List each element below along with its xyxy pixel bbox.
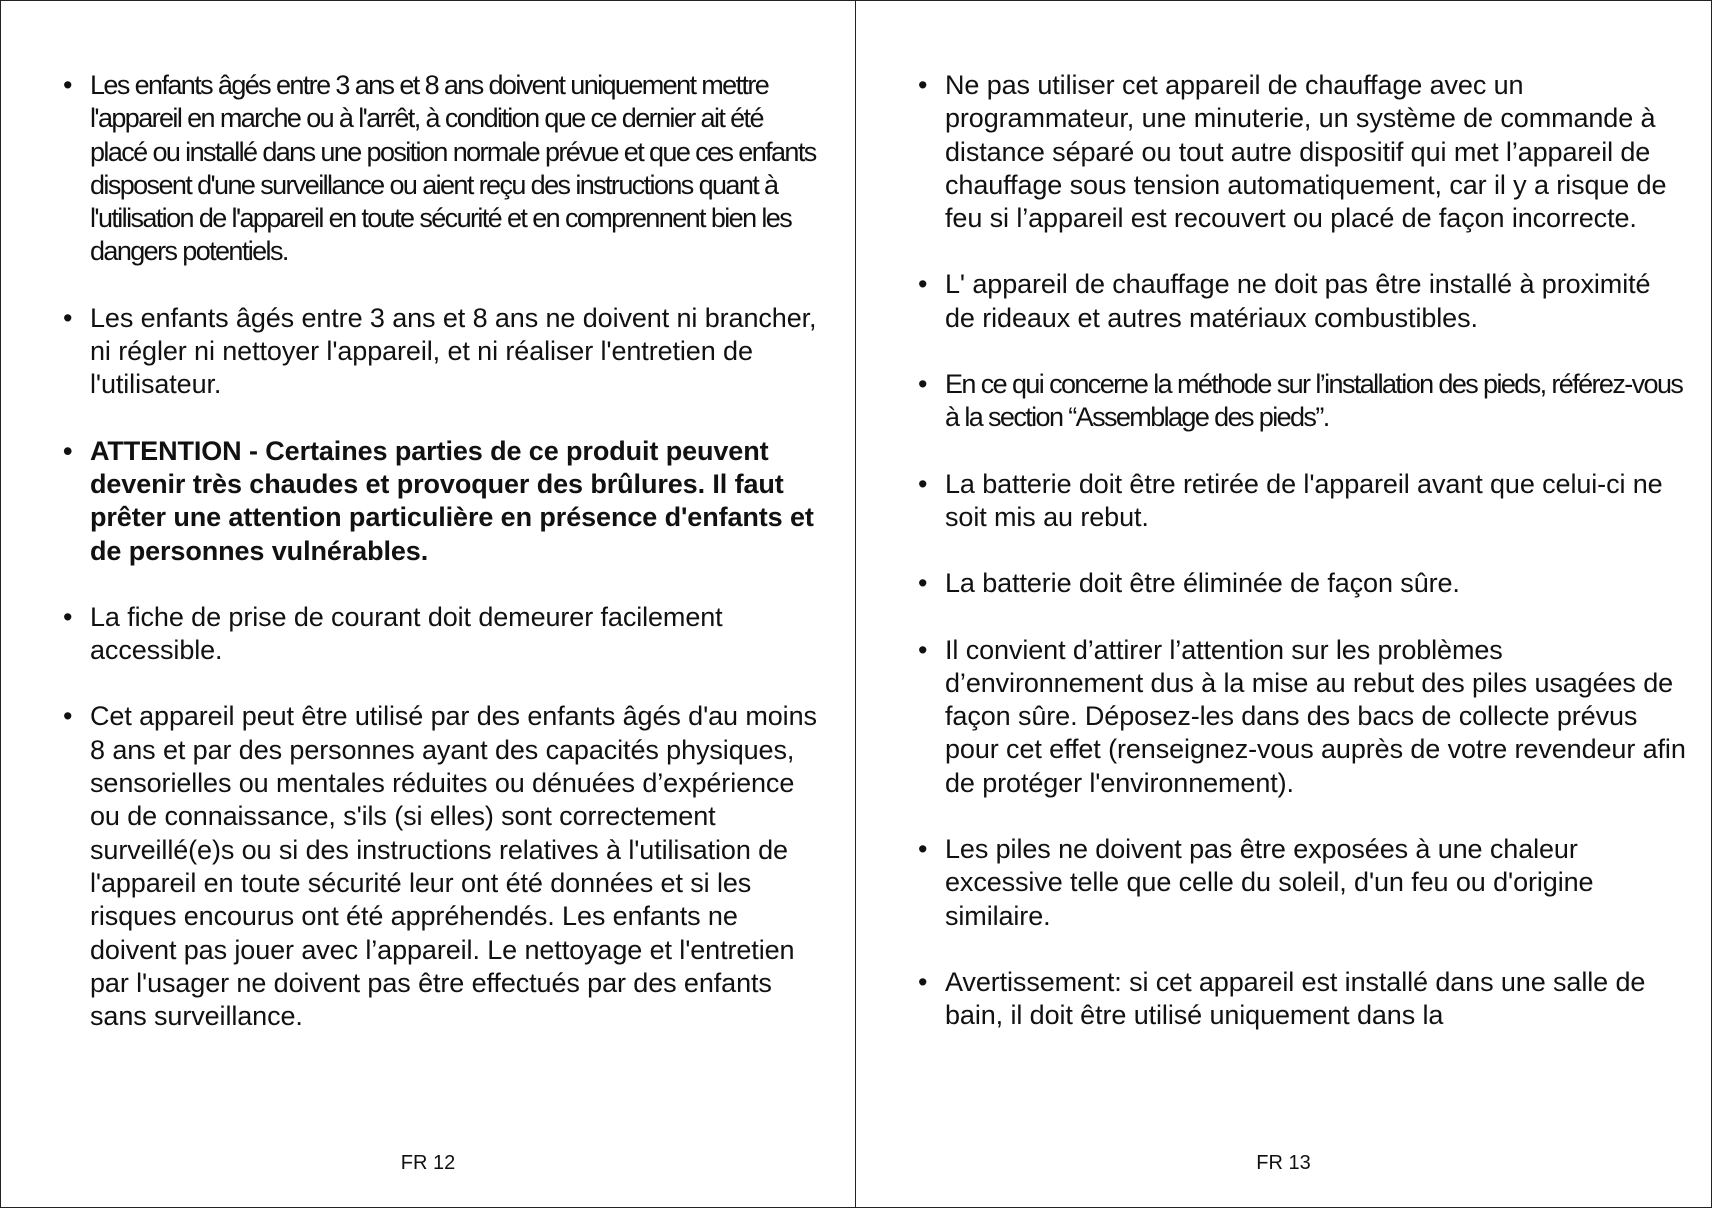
bullet-icon: • [918, 269, 928, 300]
bullet-icon: • [63, 601, 73, 632]
paragraph-heat-exposure: Les piles ne doivent pas être exposées à une chaleur excessive telle que celle du soleil, d'un feu ou d'origine similaire. [945, 834, 1594, 931]
paragraph-plug-accessible: La fiche de prise de courant doit demeurer facilement accessible. [90, 601, 723, 666]
list-item [916, 634, 1687, 800]
bullet-icon: • [63, 70, 71, 100]
right-bullet-list [916, 69, 1687, 1033]
list-item [61, 435, 825, 568]
list-item [916, 567, 1687, 600]
list-item [61, 69, 825, 269]
paragraph-bathroom-warning: Avertissement: si cet appareil est installé dans une salle de bain, il doit être utilisé uniquement dans la [945, 966, 1646, 1031]
page-number-left: FR 12 [400, 1152, 456, 1174]
left-page-content [61, 69, 825, 1066]
paragraph-usage-by-children: Cet appareil peut être utilisé par des enfants âgés d'au moins 8 ans et par des personnes ayant des capacités physiques, sensorielles ou mentales réduites ou dénuées d’expérience ou de connaissance, s'ils (si elles) sont correctement surveillé(e)s ou si des instructions relatives à l'utilisation de l'appareil en toute sécurité leur ont été données et si les risques encourus ont été appréhendés. Les enfants ne doivent pas jouer avec l’appareil. Le nettoyage et l'entretien par l'usager ne doivent pas être effectués par des enfants sans surveillance. [90, 701, 817, 1032]
list-item [916, 833, 1687, 933]
paragraph-no-timer: Ne pas utiliser cet appareil de chauffage avec un programmateur, une minuterie, un système de commande à distance séparé ou tout autre dispositif qui met l’appareil de chauffage sous tension automatiquement, car il y a risque de feu si l’appareil est recouvert ou placé de façon incorrecte. [945, 70, 1667, 234]
list-item [61, 302, 825, 402]
bullet-icon: • [918, 834, 928, 865]
list-item [61, 601, 825, 668]
page-fr-12 [0, 0, 856, 1208]
bullet-icon: • [918, 966, 928, 997]
bullet-icon: • [918, 369, 926, 400]
bullet-icon: • [63, 701, 73, 732]
list-item [61, 700, 825, 1033]
paragraph-environment: Il convient d’attirer l’attention sur les problèmes d’environnement dus à la mise au rebut des piles usagées de façon sûre. Déposez-les dans des bacs de collecte prévus pour cet effet (renseignez-vous auprès de votre revendeur afin de protéger l'environnement). [945, 634, 1686, 798]
paragraph-attention-warning: ATTENTION - Certaines parties de ce produit peuvent devenir très chaudes et provoquer des brûlures. Il faut prêter une attention particulière en présence d'enfants et de personnes vulnérables. [90, 435, 814, 566]
bullet-icon: • [918, 468, 928, 499]
list-item [916, 468, 1687, 535]
bullet-icon: • [918, 568, 928, 599]
paragraph-battery-removal: La batterie doit être retirée de l'appareil avant que celui-ci ne soit mis au rebut. [945, 468, 1663, 532]
list-item [916, 69, 1687, 235]
bullet-icon: • [918, 634, 928, 665]
left-bullet-list [61, 69, 825, 1033]
bullet-icon: • [63, 435, 73, 466]
bullet-icon: • [918, 70, 928, 100]
paragraph-feet-assembly: En ce qui concerne la méthode sur l’installation des pieds, référez-vous à la section “Assemblage des pieds”. [945, 369, 1683, 433]
bullet-icon: • [63, 302, 73, 333]
right-page-content [916, 69, 1687, 1066]
paragraph-battery-disposal: La batterie doit être éliminée de façon sûre. [945, 568, 1460, 599]
list-item [916, 368, 1687, 435]
list-item [916, 966, 1687, 1033]
paragraph-curtains: L' appareil de chauffage ne doit pas être installé à proximité de rideaux et autres matériaux combustibles. [945, 269, 1651, 333]
paragraph-children-on-off: Les enfants âgés entre 3 ans et 8 ans doivent uniquement mettre l'appareil en marche ou à l'arrêt, à condition que ce dernier ait été placé ou installé dans une position normale prévue et que ces enfants disposent d'une surveillance ou aient reçu des instructions quant à l'utilisation de l'appareil en toute sécurité et en comprennent bien les dangers potentiels. [90, 70, 816, 267]
paragraph-children-no-plug: Les enfants âgés entre 3 ans et 8 ans ne doivent ni brancher, ni régler ni nettoyer l'appareil, et ni réaliser l'entretien de l'utilisateur. [90, 302, 817, 400]
page-number-right: FR 13 [1256, 1152, 1311, 1174]
list-item [916, 268, 1687, 335]
page-fr-13 [855, 0, 1712, 1208]
